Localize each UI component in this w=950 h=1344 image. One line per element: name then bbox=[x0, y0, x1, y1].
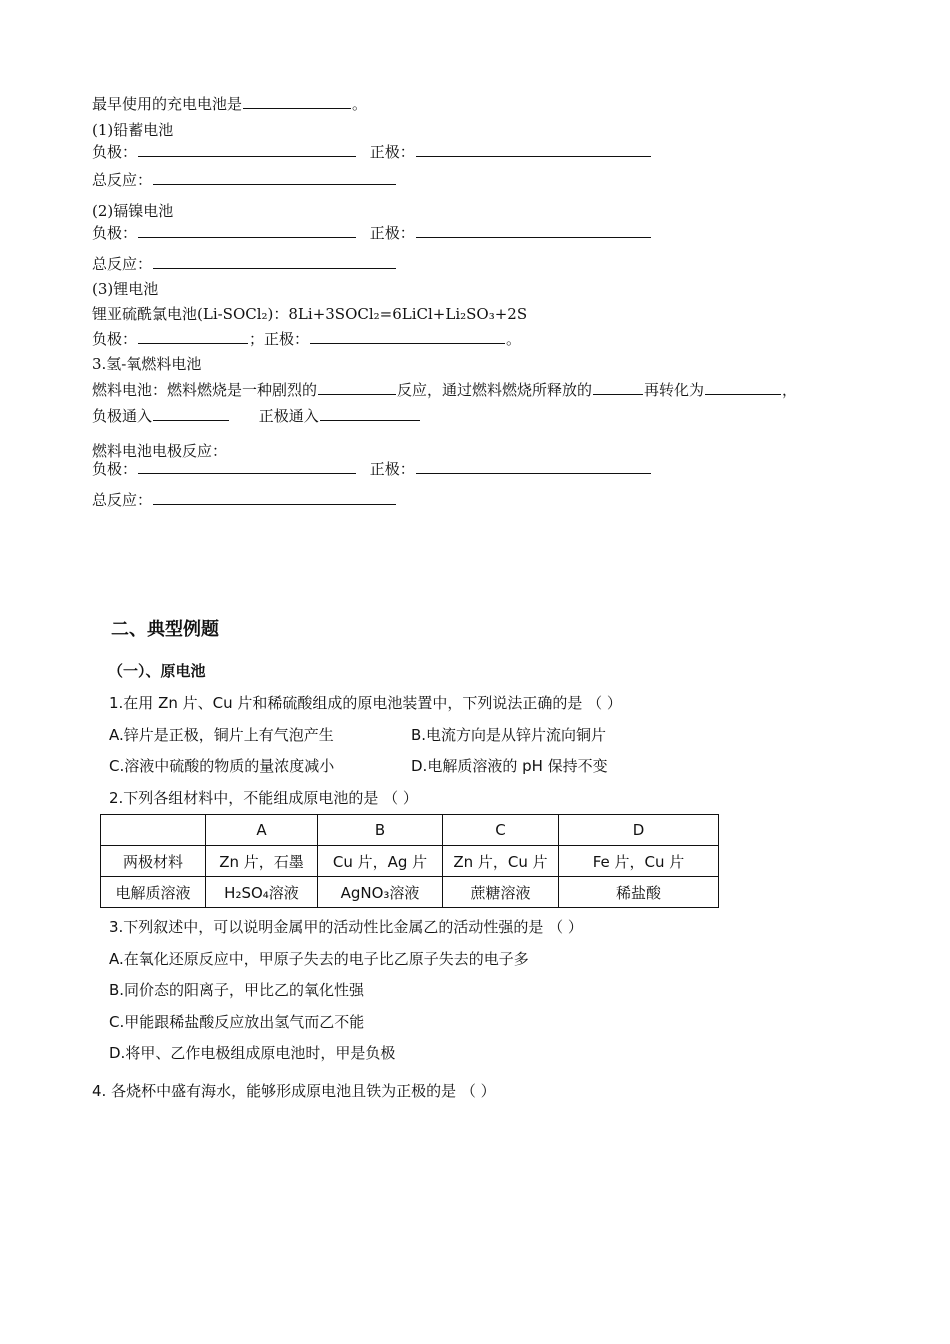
answer-blank[interactable] bbox=[138, 223, 356, 238]
subsection-title: （一）、原电池 bbox=[108, 662, 206, 680]
lithium-electrodes: 负极： ；正极： 。 bbox=[92, 330, 522, 348]
table-header-c: C bbox=[443, 815, 559, 846]
lead-acid-heading: (1)铅蓄电池 bbox=[92, 121, 174, 139]
answer-blank[interactable] bbox=[593, 380, 643, 395]
answer-blank[interactable] bbox=[320, 406, 420, 421]
fuel-total: 总反应： bbox=[92, 490, 397, 510]
question-4: 4. 各烧杯中盛有海水，能够形成原电池且铁为正极的是 （ ） bbox=[92, 1082, 496, 1100]
answer-blank[interactable] bbox=[153, 490, 396, 505]
table-cell: 稀盐酸 bbox=[559, 877, 719, 908]
lithium-heading: (3)锂电池 bbox=[92, 280, 159, 298]
question-1: 1.在用 Zn 片、Cu 片和稀硫酸组成的原电池装置中，下列说法正确的是 （ ） bbox=[109, 694, 622, 712]
fuel-cell-heading: 3.氢-氧燃料电池 bbox=[92, 355, 202, 373]
answer-blank[interactable] bbox=[138, 329, 248, 344]
question-3-option-b[interactable]: B.同价态的阳离子，甲比乙的氧化性强 bbox=[109, 981, 365, 999]
table-cell: Zn 片，Cu 片 bbox=[443, 846, 559, 877]
question-3-option-d[interactable]: D.将甲、乙作电极组成原电池时，甲是负极 bbox=[109, 1044, 396, 1062]
table-cell: Cu 片，Ag 片 bbox=[318, 846, 443, 877]
answer-blank[interactable] bbox=[705, 380, 781, 395]
question-1-option-d[interactable]: D.电解质溶液的 pH 保持不变 bbox=[411, 757, 608, 775]
question-3: 3.下列叙述中，可以说明金属甲的活动性比金属乙的活动性强的是 （ ） bbox=[109, 918, 583, 936]
question-1-option-a[interactable]: A.锌片是正极，铜片上有气泡产生 bbox=[109, 726, 334, 744]
table-row bbox=[101, 877, 719, 908]
table-row bbox=[101, 846, 719, 877]
answer-blank[interactable] bbox=[416, 223, 651, 238]
table-cell: 蔗糖溶液 bbox=[443, 877, 559, 908]
earliest-battery-line: 最早使用的充电电池是 。 bbox=[92, 95, 368, 113]
lead-acid-electrodes: 负极： 正极： bbox=[92, 142, 652, 162]
section-title: 二、典型例题 bbox=[111, 619, 219, 640]
table-header-a: A bbox=[206, 815, 318, 846]
answer-blank[interactable] bbox=[318, 380, 396, 395]
lead-acid-total: 总反应： bbox=[92, 170, 397, 190]
answer-blank[interactable] bbox=[416, 142, 651, 157]
table-cell: 电解质溶液 bbox=[101, 877, 206, 908]
table-cell: Fe 片，Cu 片 bbox=[559, 846, 719, 877]
table-header-d: D bbox=[559, 815, 719, 846]
table-cell: 两极材料 bbox=[101, 846, 206, 877]
question-2: 2.下列各组材料中，不能组成原电池的是 （ ） bbox=[109, 789, 418, 807]
table-cell: H₂SO₄溶液 bbox=[206, 877, 318, 908]
question-3-option-a[interactable]: A.在氧化还原反应中，甲原子失去的电子比乙原子失去的电子多 bbox=[109, 950, 529, 968]
nicd-total: 总反应： bbox=[92, 254, 397, 274]
answer-blank[interactable] bbox=[138, 459, 356, 474]
li-socl2-equation: 锂亚硫酰氯电池(Li-SOCl₂)：8Li+3SOCl₂=6LiCl+Li₂SO₃+2S bbox=[92, 305, 528, 323]
table-header-b: B bbox=[318, 815, 443, 846]
fuel-electrodes: 负极： 正极： bbox=[92, 459, 652, 479]
table-header-row bbox=[101, 815, 719, 846]
nicd-electrodes: 负极： 正极： bbox=[92, 223, 652, 243]
answer-blank[interactable] bbox=[153, 406, 229, 421]
question-3-option-c[interactable]: C.甲能跟稀盐酸反应放出氢气而乙不能 bbox=[109, 1013, 365, 1031]
answer-blank[interactable] bbox=[243, 94, 351, 109]
materials-table bbox=[100, 814, 719, 908]
answer-blank[interactable] bbox=[310, 329, 505, 344]
fuel-cell-inputs: 负极通入 正极通入 bbox=[92, 406, 421, 426]
answer-blank[interactable] bbox=[416, 459, 651, 474]
nicd-heading: (2)镉镍电池 bbox=[92, 202, 174, 220]
table-cell: AgNO₃溶液 bbox=[318, 877, 443, 908]
earliest-label: 最早使用的充电电池是 bbox=[92, 95, 243, 113]
answer-blank[interactable] bbox=[138, 142, 356, 157]
answer-blank[interactable] bbox=[153, 254, 396, 269]
fuel-cell-description: 燃料电池：燃料燃烧是一种剧烈的 反应，通过燃料燃烧所释放的 再转化为 ， bbox=[92, 381, 798, 399]
table-cell: Zn 片，石墨 bbox=[206, 846, 318, 877]
answer-blank[interactable] bbox=[153, 170, 396, 185]
question-1-option-c[interactable]: C.溶液中硫酸的物质的量浓度减小 bbox=[109, 757, 335, 775]
question-1-option-b[interactable]: B.电流方向是从锌片流向铜片 bbox=[411, 726, 607, 744]
table-cell bbox=[101, 815, 206, 846]
fuel-electrode-heading: 燃料电池电极反应： bbox=[92, 442, 228, 460]
